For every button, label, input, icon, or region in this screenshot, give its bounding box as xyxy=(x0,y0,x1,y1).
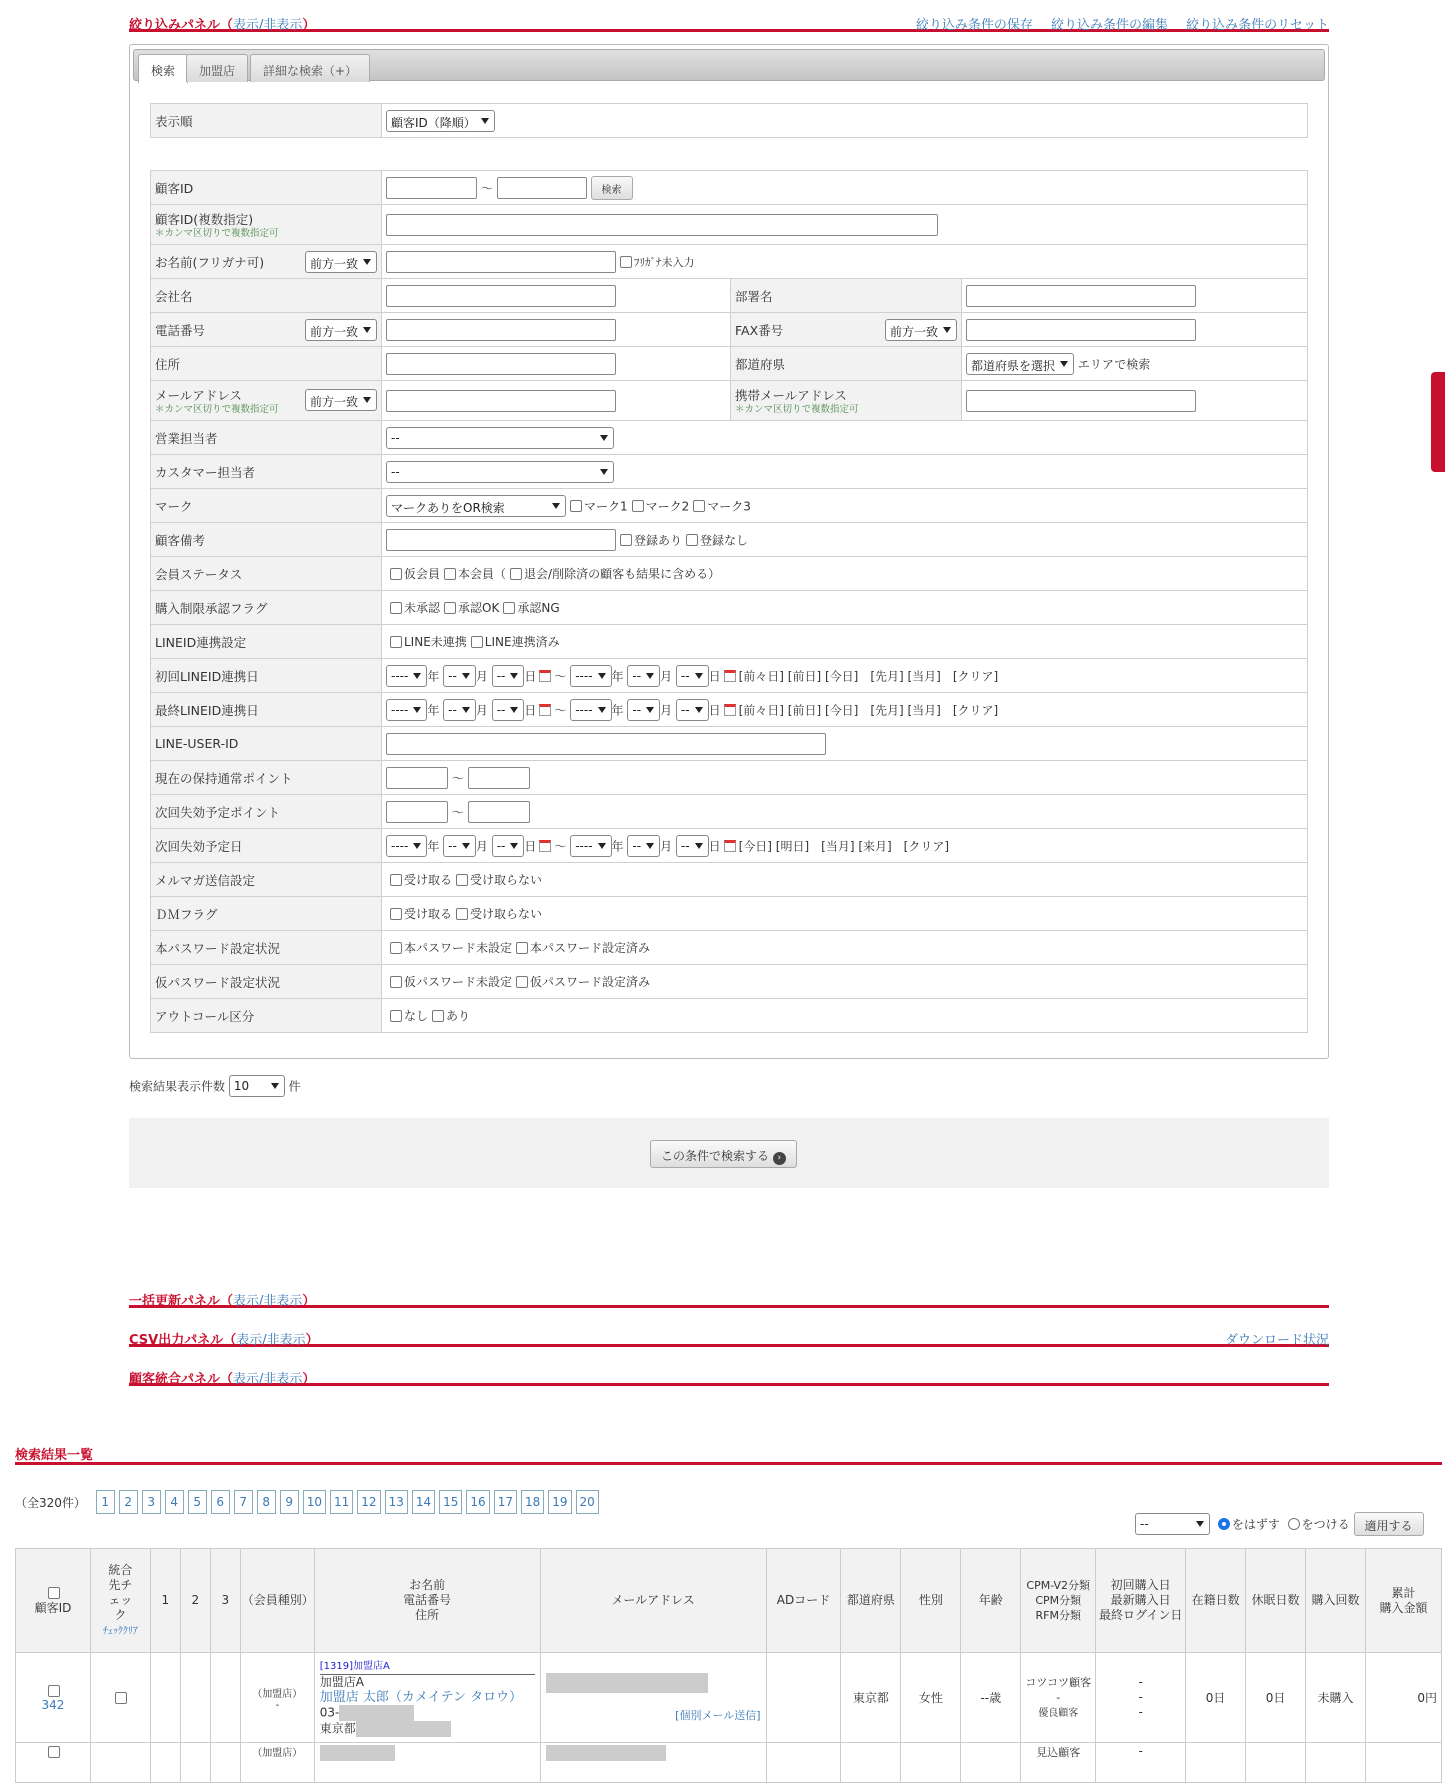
customer-id-label: 顧客ID xyxy=(151,171,382,205)
tenure-value: 0日 xyxy=(1186,1653,1246,1743)
registered-checkbox[interactable] xyxy=(620,534,632,546)
first-line-date-links[interactable]: [前々日] [前日] [今日] [先月] [当月] [クリア] xyxy=(738,669,999,683)
customer-id-to[interactable] xyxy=(497,177,587,199)
mark3-checkbox[interactable] xyxy=(693,500,705,512)
last-line-from-day[interactable]: -- xyxy=(492,699,525,721)
store-name: 加盟店A xyxy=(320,1674,535,1690)
mailmag-receive-checkbox[interactable] xyxy=(390,874,402,886)
temp-pw-label: 仮パスワード設定状況 xyxy=(151,965,382,999)
unregistered-label: 登録なし xyxy=(700,533,749,547)
merge-panel-header: 顧客統合パネル（表示/非表示） xyxy=(129,1366,1329,1386)
calendar-icon[interactable] xyxy=(539,670,551,682)
line-linked-checkbox[interactable] xyxy=(471,636,483,648)
mailmag-not-receive-checkbox[interactable] xyxy=(456,874,468,886)
select-all-checkbox[interactable] xyxy=(48,1587,60,1599)
temp-pw-unset-checkbox[interactable] xyxy=(390,976,402,988)
first-line-to-day[interactable]: -- xyxy=(676,665,709,687)
last-line-date-range: ---- 年 -- 月 -- 日 〜 ---- 年 -- 月 -- 日 [前々日] [前日] [今日] [先月] [当月] [クリア] xyxy=(382,693,1308,727)
page-link[interactable]: 16 xyxy=(466,1490,489,1514)
phone-value: 03- xyxy=(319,1705,340,1720)
calendar-icon[interactable] xyxy=(724,704,736,716)
mobile-email-input[interactable] xyxy=(966,390,1196,412)
sales-rep-select[interactable]: -- xyxy=(386,427,614,449)
email-input[interactable] xyxy=(386,390,616,412)
fax-match-select[interactable]: 前方一致 xyxy=(885,319,957,341)
current-points-to[interactable] xyxy=(468,767,530,789)
sort-label: 表示順 xyxy=(151,104,382,138)
gender-value: 女性 xyxy=(901,1653,961,1743)
company-label: 会社名 xyxy=(151,279,382,313)
sort-table xyxy=(150,103,1308,138)
phone-match-select[interactable]: 前方一致 xyxy=(305,319,377,341)
result-count-unit: 件 xyxy=(288,1079,301,1094)
multi-id-label: 顧客ID(複数指定) xyxy=(155,212,254,227)
mark2-label: マーク2 xyxy=(645,499,690,513)
page-link[interactable]: 12 xyxy=(357,1490,380,1514)
next-expire-date-label: 次回失効予定日 xyxy=(151,829,382,863)
bulk-update-toggle[interactable]: 表示/非表示 xyxy=(233,1294,303,1309)
tab-search[interactable]: 検索 xyxy=(138,54,188,83)
furigana-missing-checkbox[interactable] xyxy=(620,256,632,268)
sales-rep-label: 営業担当者 xyxy=(151,421,382,455)
fax-label: FAX番号 xyxy=(735,322,784,338)
calendar-icon[interactable] xyxy=(539,704,551,716)
page-link[interactable]: 18 xyxy=(521,1490,544,1514)
bulk-mark-select[interactable]: -- xyxy=(1135,1513,1210,1535)
result-count-row xyxy=(129,1075,301,1097)
address-input[interactable] xyxy=(386,353,616,375)
add-mark-label: をつける xyxy=(1301,1517,1350,1532)
customer-id-from[interactable] xyxy=(386,177,477,199)
main-pw-label: 本パスワード設定状況 xyxy=(151,931,382,965)
col-total: 累計 購入金額 xyxy=(1365,1549,1441,1653)
calendar-icon[interactable] xyxy=(724,840,736,852)
results-header xyxy=(15,1444,1442,1465)
search-submit-button[interactable]: この条件で検索する › xyxy=(650,1140,797,1168)
send-mail-link[interactable]: [個別メール送信] xyxy=(675,1708,761,1722)
tilde: 〜 xyxy=(480,181,493,195)
mark3-label: マーク3 xyxy=(707,499,751,513)
first-line-from-year[interactable]: ---- xyxy=(386,665,427,687)
csv-toggle[interactable]: 表示/非表示 xyxy=(236,1333,306,1348)
registered-label: 登録あり xyxy=(634,533,683,547)
col-cpm: CPM-V2分類 CPM分類 RFM分類 xyxy=(1021,1549,1096,1653)
row-checkbox[interactable] xyxy=(48,1746,60,1758)
page-link[interactable]: 2 xyxy=(119,1490,138,1514)
multi-id-input[interactable] xyxy=(386,214,938,236)
filter-panel-header: 絞り込みパネル（表示/非表示） 絞り込み条件の保存 絞り込み条件の編集 絞り込み条件のリセット xyxy=(129,12,1329,32)
purchase-flag-label: 購入制限承認フラグ xyxy=(151,591,382,625)
col-merge-check: 統合先チェック ﾁｪｯｸｸﾘｱ xyxy=(90,1549,150,1653)
tab-bar xyxy=(133,49,1325,81)
expire-from-year[interactable]: ---- xyxy=(386,835,427,857)
address-value: 東京都 xyxy=(319,1721,356,1736)
expire-from-day[interactable]: -- xyxy=(492,835,525,857)
approved-ok-label: 承認OK xyxy=(458,601,500,615)
calendar-icon[interactable] xyxy=(539,840,551,852)
include-withdrawn-checkbox[interactable] xyxy=(510,568,522,580)
phone-input[interactable] xyxy=(386,319,616,341)
last-line-from-month[interactable]: -- xyxy=(443,699,476,721)
page-link[interactable]: 17 xyxy=(494,1490,517,1514)
dm-not-receive-checkbox[interactable] xyxy=(456,908,468,920)
search-form: 顧客ID 〜 検索 顧客ID(複数指定) ＊カンマ区切りで複数指定可 お名前(フリガナ可) 前方一致 ﾌﾘｶﾞﾅ未入力 会社名 部署名 電話番号 前方一致 FAX番号 前方一致 住所 都道府県 都道府県を選択 エリアで検索 メールアドレス ＊カンマ区切りで複数指定可 前方一致 携帯メールアドレス ＊カンマ区切りで複数指定可 営業担当者 -- カスタマー担当者 -- マーク マークありをOR検索 マーク1 マーク2 マーク3 顧客備考 登録あり 登録なし 会員ステータス 仮会員 本会員（ 退会/削除済の顧客も結果に含める） 購入制限承認フラグ 未承認 承認OK 承認NG LINEID連携設定 LINE未連携 LINE連携済み 初回LINEID連携日 ---- 年 -- 月 -- 日 〜 ---- 年 -- 月 -- 日 [前々日] [前日] [今日] [先月] [当月] [クリア] 最終LINEID連携日 ---- 年 -- 月 -- 日 〜 ---- 年 -- 月 -- 日 [前々日] [前日] [今日] [先月] [当月] [クリア] LINE-USER-ID 現在の保持通常ポイント 〜 次回失効予定ポイント 〜 次回失効予定日 ---- 年 -- 月 -- 日 〜 ---- 年 -- 月 -- 日 [今日] [明日] [当月] [来月] [クリア] メルマガ送信設定 受け取る 受け取らない ＤＭフラグ 受け取る 受け取らない 本パスワード設定状況 本パスワード未設定 本パスワード設定済み 仮パスワード設定状況 仮パスワード未設定 仮パスワード設定済み アウトコール区分 なし あり xyxy=(150,170,1308,1033)
col-member-type: （会員種別） xyxy=(240,1549,314,1653)
main-pw-unset-checkbox[interactable] xyxy=(390,942,402,954)
expire-to-day[interactable]: -- xyxy=(676,835,709,857)
member-status-label: 会員ステータス xyxy=(151,557,382,591)
unapproved-checkbox[interactable] xyxy=(390,602,402,614)
page-link[interactable]: 19 xyxy=(548,1490,571,1514)
page-link[interactable]: 7 xyxy=(234,1490,253,1514)
dormant-value: 0日 xyxy=(1246,1653,1306,1743)
line-user-id-input[interactable] xyxy=(386,733,826,755)
edit-filter-link[interactable]: 絞り込み条件の編集 xyxy=(1050,18,1168,33)
age-value: --歳 xyxy=(961,1653,1021,1743)
side-tab[interactable] xyxy=(1431,372,1445,472)
col-ad-code: ADコード xyxy=(766,1549,841,1653)
merge-panel-title: 顧客統合パネル xyxy=(129,1372,221,1387)
col-purchases: 購入回数 xyxy=(1305,1549,1365,1653)
col-tenure: 在籍日数 xyxy=(1186,1549,1246,1653)
calendar-icon[interactable] xyxy=(724,670,736,682)
department-label: 部署名 xyxy=(731,279,962,313)
remove-mark-radio[interactable] xyxy=(1218,1518,1230,1530)
result-count-select[interactable]: 10 xyxy=(229,1075,285,1097)
page-link[interactable]: 8 xyxy=(257,1490,276,1514)
last-line-to-day[interactable]: -- xyxy=(676,699,709,721)
csv-panel-header: CSV出力パネル（表示/非表示） ダウンロード状況 xyxy=(129,1327,1329,1347)
col-mark2: 2 xyxy=(180,1549,210,1653)
remove-mark-label: をはずす xyxy=(1231,1517,1280,1532)
mark-label: マーク xyxy=(151,489,382,523)
member-type: （加盟店） xyxy=(252,1688,303,1700)
page-link[interactable]: 1 xyxy=(96,1490,115,1514)
check-clear-link[interactable]: ﾁｪｯｸｸﾘｱ xyxy=(102,1625,138,1637)
last-line-date-links[interactable]: [前々日] [前日] [今日] [先月] [当月] [クリア] xyxy=(738,703,999,717)
current-points-from[interactable] xyxy=(386,767,448,789)
prefecture-select[interactable]: 都道府県を選択 xyxy=(966,353,1074,375)
next-expire-points-to[interactable] xyxy=(468,801,530,823)
csv-panel-title: CSV出力パネル xyxy=(129,1333,224,1348)
email-label: メールアドレス xyxy=(155,388,242,403)
expire-to-month[interactable]: -- xyxy=(627,835,660,857)
save-filter-link[interactable]: 絞り込み条件の保存 xyxy=(915,18,1033,33)
customer-name-link[interactable]: 加盟店 太郎（カメイテン タロウ） xyxy=(319,1690,523,1705)
line-user-id-label: LINE-USER-ID xyxy=(151,727,382,761)
results-title: 検索結果一覧 xyxy=(15,1448,94,1463)
col-dormant: 休眠日数 xyxy=(1246,1549,1306,1653)
unregistered-checkbox[interactable] xyxy=(686,534,698,546)
address-label: 住所 xyxy=(151,347,382,381)
search-panel xyxy=(129,44,1329,1059)
mark-bulk-controls xyxy=(1135,1512,1424,1536)
table-row: （加盟店） 見込顧客 - xyxy=(16,1743,1442,1783)
multi-id-note: ＊カンマ区切りで複数指定可 xyxy=(155,228,279,239)
filter-panel-toggle[interactable]: 表示/非表示 xyxy=(233,18,303,33)
id-search-button[interactable]: 検索 xyxy=(591,176,633,200)
total-value: 0円 xyxy=(1365,1653,1441,1743)
page-link[interactable]: 15 xyxy=(439,1490,462,1514)
email-match-select[interactable]: 前方一致 xyxy=(305,389,377,411)
outcall-yes-checkbox[interactable] xyxy=(432,1010,444,1022)
bulk-update-panel-title: 一括更新パネル xyxy=(129,1294,221,1309)
mark2-checkbox[interactable] xyxy=(632,500,644,512)
include-withdrawn-label: 退会/削除済の顧客も結果に含める xyxy=(524,567,709,581)
search-submit-area xyxy=(129,1118,1329,1188)
page-link[interactable]: 14 xyxy=(412,1490,435,1514)
main-pw-set-checkbox[interactable] xyxy=(516,942,528,954)
reset-filter-link[interactable]: 絞り込み条件のリセット xyxy=(1186,18,1329,33)
outcall-none-checkbox[interactable] xyxy=(390,1010,402,1022)
col-gender: 性別 xyxy=(901,1549,961,1653)
filter-panel-title: 絞り込みパネル xyxy=(129,18,221,33)
fax-input[interactable] xyxy=(966,319,1196,341)
dm-receive-checkbox[interactable] xyxy=(390,908,402,920)
approved-ng-label: 承認NG xyxy=(517,601,560,615)
col-dates: 初回購入日 最新購入日 最終ログイン日 xyxy=(1096,1549,1186,1653)
last-line-to-month[interactable]: -- xyxy=(627,699,660,721)
full-member-checkbox[interactable] xyxy=(444,568,456,580)
bulk-update-panel-header: 一括更新パネル（表示/非表示） xyxy=(129,1288,1329,1308)
temp-pw-set-checkbox[interactable] xyxy=(516,976,528,988)
provisional-checkbox[interactable] xyxy=(390,568,402,580)
customer-id-link[interactable]: 342 xyxy=(41,1697,65,1712)
first-line-date-label: 初回LINEID連携日 xyxy=(151,659,382,693)
mailmag-label: メルマガ送信設定 xyxy=(151,863,382,897)
page-link[interactable]: 3 xyxy=(142,1490,161,1514)
lineid-setting-label: LINEID連携設定 xyxy=(151,625,382,659)
next-expire-points-from[interactable] xyxy=(386,801,448,823)
total-count: （全320件） xyxy=(15,1496,86,1510)
page-link[interactable]: 13 xyxy=(385,1490,408,1514)
expire-from-month[interactable]: -- xyxy=(443,835,476,857)
col-prefecture: 都道府県 xyxy=(841,1549,901,1653)
result-count-label: 検索結果表示件数 xyxy=(129,1079,226,1094)
col-email: メールアドレス xyxy=(540,1549,766,1653)
prefecture-label: 都道府県 xyxy=(731,347,962,381)
row-checkbox[interactable] xyxy=(48,1685,60,1697)
line-linked-label: LINE連携済み xyxy=(484,635,560,649)
remarks-label: 顧客備考 xyxy=(151,523,382,557)
current-points-label: 現在の保持通常ポイント xyxy=(151,761,382,795)
phone-label: 電話番号 xyxy=(155,322,206,338)
mark-select[interactable]: マークありをOR検索 xyxy=(386,495,566,517)
customer-rep-select[interactable]: -- xyxy=(386,461,614,483)
last-line-to-year[interactable]: ---- xyxy=(570,699,611,721)
company-input[interactable] xyxy=(386,285,616,307)
page-link[interactable]: 5 xyxy=(188,1490,207,1514)
last-line-from-year[interactable]: ---- xyxy=(386,699,427,721)
expire-to-year[interactable]: ---- xyxy=(570,835,611,857)
first-line-from-day[interactable]: -- xyxy=(492,665,525,687)
furigana-missing-label: ﾌﾘｶﾞﾅ未入力 xyxy=(634,255,695,269)
apply-button[interactable]: 適用する xyxy=(1354,1512,1424,1536)
col-mark3: 3 xyxy=(210,1549,240,1653)
page-link[interactable]: 4 xyxy=(165,1490,184,1514)
full-member-label: 本会員 xyxy=(458,567,495,581)
name-label: お名前(フリガナ可) xyxy=(155,254,265,270)
first-line-from-month[interactable]: -- xyxy=(443,665,476,687)
area-search-link[interactable]: エリアで検索 xyxy=(1077,357,1151,371)
last-line-date-label: 最終LINEID連携日 xyxy=(151,693,382,727)
provisional-label: 仮会員 xyxy=(404,567,441,581)
page-link[interactable]: 6 xyxy=(211,1490,230,1514)
mark1-label: マーク1 xyxy=(584,499,628,513)
page-link[interactable]: 9 xyxy=(280,1490,299,1514)
customer-rep-label: カスタマー担当者 xyxy=(151,455,382,489)
next-expire-points-label: 次回失効予定ポイント xyxy=(151,795,382,829)
mobile-email-note: ＊カンマ区切りで複数指定可 xyxy=(735,404,859,415)
line-unlinked-checkbox[interactable] xyxy=(390,636,402,648)
mark1-checkbox[interactable] xyxy=(570,500,582,512)
col-mark1: 1 xyxy=(150,1549,180,1653)
prefecture-value: 東京都 xyxy=(841,1653,901,1743)
line-unlinked-label: LINE未連携 xyxy=(404,635,467,649)
sort-select[interactable]: 顧客ID（降順） xyxy=(386,110,495,132)
page-link[interactable]: 20 xyxy=(576,1490,599,1514)
first-line-to-year[interactable]: ---- xyxy=(570,665,611,687)
page-link[interactable]: 11 xyxy=(330,1490,353,1514)
department-input[interactable] xyxy=(966,285,1196,307)
table-header-row xyxy=(16,1549,1442,1653)
col-name: お名前 電話番号 住所 xyxy=(314,1549,540,1653)
tab-store[interactable]: 加盟店 xyxy=(186,54,248,82)
pagination xyxy=(15,1490,603,1514)
tab-advanced[interactable]: 詳細な検索（+） xyxy=(250,54,370,82)
email-note: ＊カンマ区切りで複数指定可 xyxy=(155,404,279,415)
store-tag-link[interactable]: [1319]加盟店A xyxy=(319,1661,390,1672)
page-link[interactable]: 10 xyxy=(303,1490,326,1514)
first-line-to-month[interactable]: -- xyxy=(627,665,660,687)
arrow-right-icon: › xyxy=(773,1152,786,1165)
unapproved-label: 未承認 xyxy=(404,601,441,615)
next-expire-date-range: ---- 年 -- 月 -- 日 〜 ---- 年 -- 月 -- 日 [今日] [明日] [当月] [来月] [クリア] xyxy=(382,829,1308,863)
outcall-label: アウトコール区分 xyxy=(151,999,382,1033)
purchases-value: 未購入 xyxy=(1305,1653,1365,1743)
remarks-input[interactable] xyxy=(386,529,616,551)
col-customer-id: 顧客ID xyxy=(16,1549,91,1653)
mobile-email-label: 携帯メールアドレス xyxy=(735,388,847,403)
merge-checkbox[interactable] xyxy=(115,1692,127,1704)
name-match-select[interactable]: 前方一致 xyxy=(305,251,377,273)
approved-ok-checkbox[interactable] xyxy=(444,602,456,614)
expire-date-links[interactable]: [今日] [明日] [当月] [来月] [クリア] xyxy=(738,839,950,853)
merge-toggle[interactable]: 表示/非表示 xyxy=(233,1372,303,1387)
name-input[interactable] xyxy=(386,251,616,273)
table-row: 342 （加盟店） - [1319]加盟店A 加盟店A 加盟店 太郎（カメイテン タロウ） 03- 東京都 [個別メール送信] 東京都 女性 --歳 コツコツ顧客 - 優良顧客 - - - 0日 0日 未購入 0円 xyxy=(16,1653,1442,1743)
add-mark-radio[interactable] xyxy=(1288,1518,1300,1530)
dm-flag-label: ＤＭフラグ xyxy=(151,897,382,931)
download-status-link[interactable]: ダウンロード状況 xyxy=(1224,1333,1329,1348)
first-line-date-range: ---- 年 -- 月 -- 日 〜 ---- 年 -- 月 -- 日 [前々日] [前日] [今日] [先月] [当月] [クリア] xyxy=(382,659,1308,693)
approved-ng-checkbox[interactable] xyxy=(503,602,515,614)
results-table xyxy=(15,1548,1442,1783)
col-age: 年齢 xyxy=(961,1549,1021,1653)
